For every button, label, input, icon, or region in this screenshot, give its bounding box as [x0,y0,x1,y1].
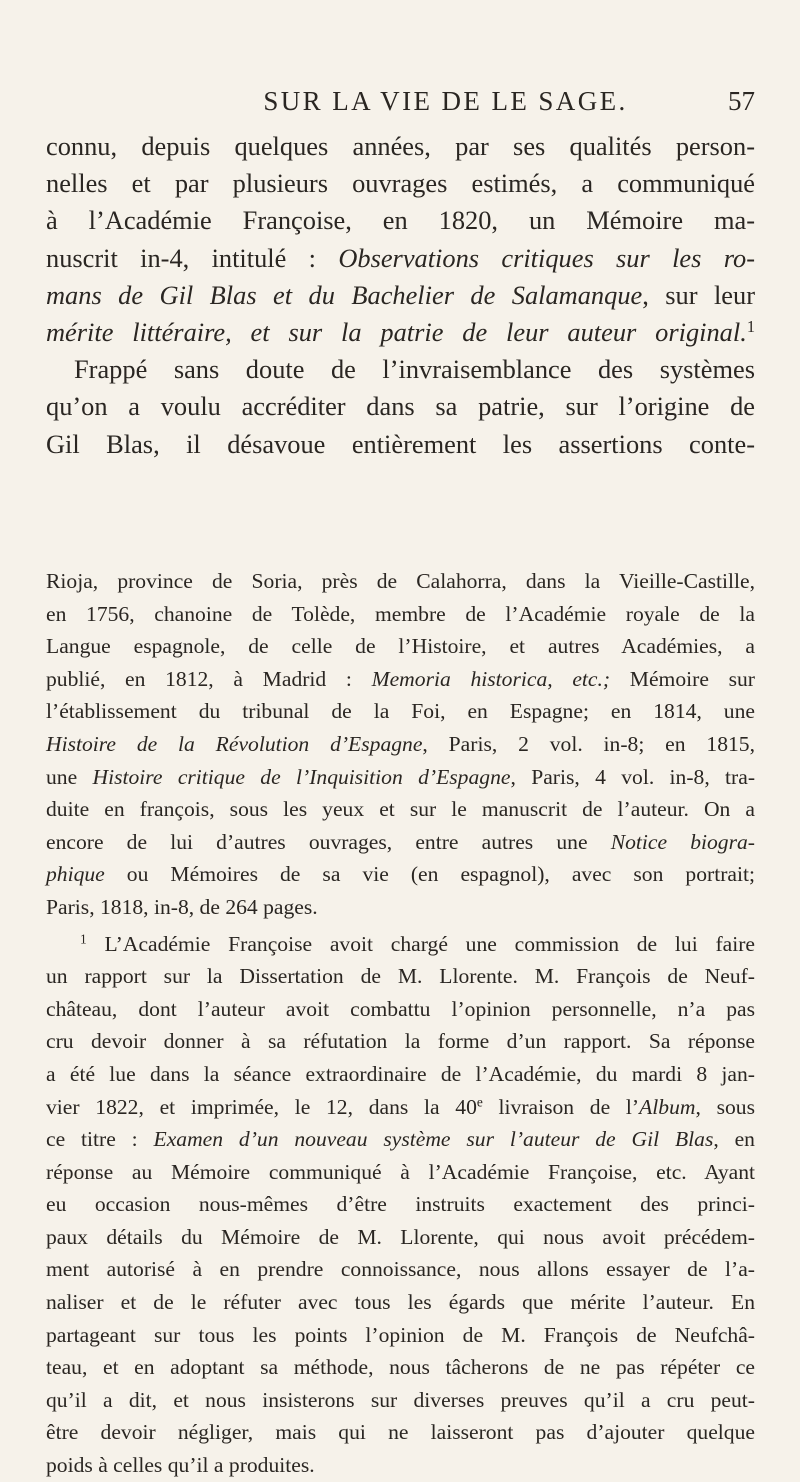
italic-title: Album [639,1094,696,1119]
footnote-line: Rioja, province de Soria, près de Calahorra, dans la Vieille-Castille, [46,569,755,593]
text-fragment: ou Mémoires de sa vie (en espagnol), avec son portrait; [104,862,755,887]
footnote-line: partageant sur tous les points l’opinion de M. François de Neufchâ- [46,1322,755,1347]
text-line: qu’on a voulu accréditer dans sa patrie, sur l’origine de [46,391,755,422]
footnote-line: a été lue dans la séance extraordinaire de l’Académie, du mardi 8 jan- [46,1061,755,1086]
footnote-marker: 1 [80,931,87,947]
text-line: Frappé sans doute de l’invraisemblance des systèmes [74,354,755,385]
text-line: à l’Académie Françoise, en 1820, un Mémoire ma- [46,205,755,236]
text-fragment: , sur leur [642,279,756,310]
text-line [46,314,755,351]
text-fragment: , Paris, 2 vol. in-8; en 1815, [422,731,755,756]
footnote-line: paux détails du Mémoire de M. Llorente, qui nous avoit précédem- [46,1224,755,1249]
main-text [46,128,755,463]
footnote-line: eu occasion nous-mêmes d’être instruits exactement des princi- [46,1192,755,1217]
italic-title: Notice biogra- [610,829,755,854]
text-line [46,277,755,314]
text-fragment: encore de lui d’autres ouvrages, entre autres une [46,829,611,854]
italic-title: mans de Gil Blas et du Bachelier de Salamanque [46,279,643,310]
footnote-line: Paris, 1818, in-8, de 264 pages. [46,894,318,919]
footnote-line: poids à celles qu’il a produites. [46,1453,315,1478]
footnote-line: château, dont l’auteur avoit combattu l’opinion personnelle, n’a pas [46,996,755,1021]
text-line: nelles et par plusieurs ouvrages estimés, a communiqué [46,168,755,199]
text-line: connu, depuis quelques années, par ses qualités person- [46,131,755,161]
running-title: SUR LA VIE DE LE SAGE. [263,86,628,116]
text-line [46,240,755,277]
footnote-line [46,761,755,794]
text-fragment: , en [713,1127,755,1152]
footnotes [46,565,755,1482]
footnote-1 [46,928,755,1482]
footnote-line [46,1091,755,1124]
footnote-ref: 1 [746,317,755,337]
footnote-line [46,1123,755,1156]
text-fragment: livraison de l’ [482,1094,640,1119]
footnote-line [46,826,755,859]
italic-title: Histoire de la Révolution d’Espagne [46,731,423,756]
footnote-line [46,858,755,891]
italic-title: Observations critiques sur les ro- [338,242,755,273]
text-fragment: L’Académie Françoise avoit chargé une commission de lui faire [86,931,755,956]
footnote-line: duite en françois, sous les yeux et sur le manuscrit de l’auteur. On a [46,797,755,822]
footnote-line: être devoir négliger, mais qui ne laisseront pas d’ajouter quelque [46,1420,755,1445]
footnote-line: réponse au Mémoire communiqué à l’Académie Françoise, etc. Ayant [46,1159,755,1184]
footnote-line: un rapport sur la Dissertation de M. Llorente. M. François de Neuf- [46,964,755,989]
footnote-continuation [46,565,755,924]
footnote-line [46,663,755,696]
footnote-line: qu’il a dit, et nous insisterons sur diverses preuves qu’il a cru peut- [46,1387,755,1412]
text-line: Gil Blas, il désavoue entièrement les assertions conte- [46,428,755,459]
italic-title: Examen d’un nouveau système sur l’auteur de Gil Blas [153,1127,714,1152]
text-fragment: Mémoire sur [610,666,755,691]
running-head [46,86,755,116]
footnote-line: naliser et de le réfuter avec tous les égards que mérite l’auteur. En [46,1290,755,1315]
footnote-line: cru devoir donner à sa réfutation la forme d’un rapport. Sa réponse [46,1029,755,1054]
text-fragment: , sous [695,1094,755,1119]
footnote-line [46,728,755,761]
footnote-line: en 1756, chanoine de Tolède, membre de l’Académie royale de la [46,601,755,626]
footnote-line: teau, et en adoptant sa méthode, nous tâcherons de ne pas répéter ce [46,1355,755,1380]
text-fragment: publié, en 1812, à Madrid : [46,666,372,691]
text-fragment: ce titre : [46,1127,154,1152]
footnote-line: ment autorisé à en prendre connoissance, nous allons essayer de l’a- [46,1257,755,1282]
footnote-line: Langue espagnole, de celle de l’Histoire, et autres Académies, a [46,634,755,659]
text-fragment: , Paris, 4 vol. in-8, tra- [510,764,756,789]
page-number: 57 [728,86,755,116]
footnote-line: l’établissement du tribunal de la Foi, en Espagne; en 1814, une [46,699,755,724]
text-fragment: une [46,764,93,789]
footnote-line [46,928,755,961]
italic-title: Histoire critique de l’Inquisition d’Espagne [92,764,511,789]
text-fragment: nuscrit in-4, intitulé : [46,242,339,273]
italic-title: mérite littéraire, et sur la patrie de leur auteur original. [46,317,747,348]
italic-title: phique [46,862,105,887]
superscript: e [476,1094,483,1110]
italic-title: Memoria historica, etc.; [371,666,611,691]
text-fragment: vier 1822, et imprimée, le 12, dans la 40 [46,1094,477,1119]
